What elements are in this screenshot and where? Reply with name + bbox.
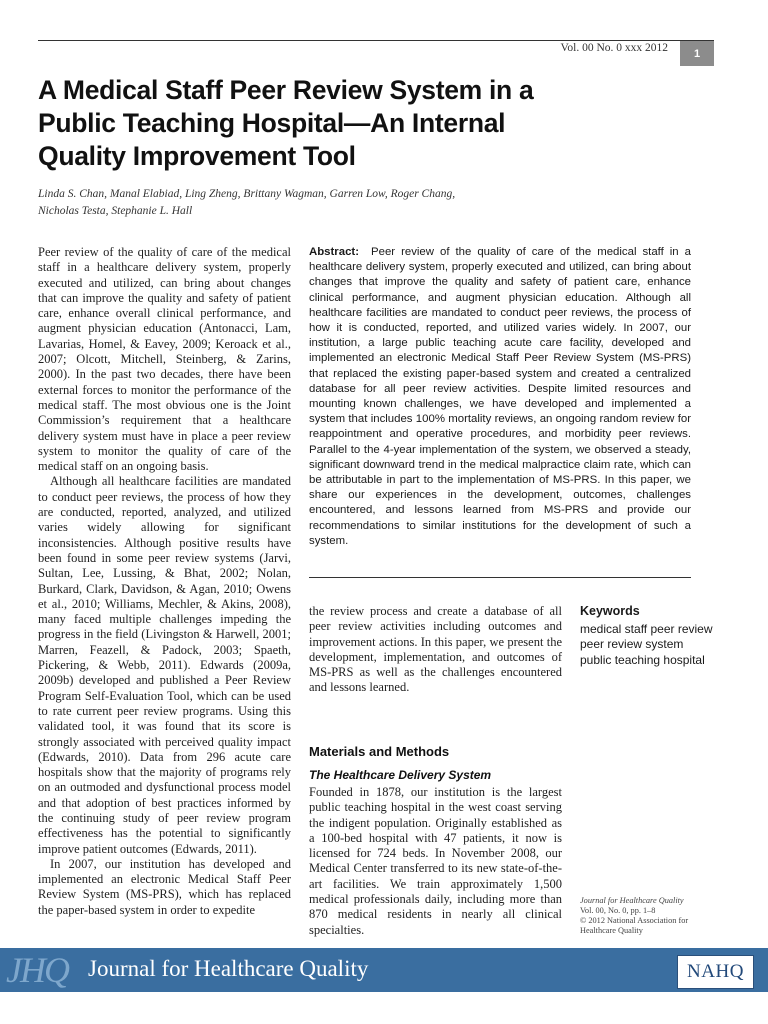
title-line: Quality Improvement Tool [38,141,356,171]
keywords-block [580,604,720,668]
author-line: Nicholas Testa, Stephanie L. Hall [38,205,193,217]
nahq-logo: NAHQ [677,955,754,989]
section-heading: Materials and Methods [309,744,450,759]
journal-volume: Vol. 00, No. 0, pp. 1–8 [580,906,656,915]
top-rule [38,40,714,41]
keyword-item: medical staff peer review [580,621,713,636]
abstract-block [309,245,691,549]
author-list [38,186,638,220]
keywords-heading: Keywords [580,604,640,618]
title-line: A Medical Staff Peer Review System in a [38,75,534,105]
title-line: Public Teaching Hospital—An Internal [38,108,506,138]
copyright-line: © 2012 National Association for [580,916,689,925]
issue-line: Vol. 00 No. 0 xxx 2012 [560,42,668,54]
page-number-badge: 1 [680,41,714,66]
abstract-label: Abstract: [309,246,360,258]
keyword-item: public teaching hospital [580,652,705,667]
subsection-heading: The Healthcare Delivery System [309,768,492,782]
intro-paragraph: In 2007, our institution has developed and implemented an electronic Medical Staff Peer Review System (MS-PRS), which has replaced the paper-based system in order to expedite [38,856,291,917]
intro-continuation-paragraph: the review process and create a database of all peer review activities including outcomes and improvement actions. In this paper, we present the development, implementation, and outcomes of MS-PRS as well as the challenges encountered and lessons learned. [309,604,562,695]
methods-column [309,785,562,938]
intro-paragraph: Although all healthcare facilities are mandated to conduct peer reviews, the process of how they are conducted, reported, analyzed, and utilized varies widely allowing for significant inconsistencies. Although positive results have been found in some peer review systems (Jarvi, Sultan, Lee, Lussing, & Bhat, 2002; Nolan, Burkard, Clark, Davidson, & Agan, 2010; Owens et al., 2010; Williams, Mechler, & Akins, 2008), many faced multiple challenges impeding the progress in the field (Livingston & Harwell, 2001; Marren, Feazell, & Padock, 2003; Spaeth, Pickering, & Webb, 2011). Edwards (2009a, 2009b) developed and published a Peer Review Program Self-Evaluation Tool, which can be used to rate current peer review programs. Using this validated tool, it was found that its score is strongly associated with perceived quality impact (Edwards, 2010). Data from 296 acute care hospitals show that the majority of programs rely on an outmoded and dysfunctional process model and that adoption of best practices informed by the continuing study of peer review program effectiveness has the potential to significantly improve patient outcomes (Edwards, 2011). [38,474,291,856]
journal-name: Journal for Healthcare Quality [580,896,684,905]
copyright-line: Healthcare Quality [580,926,643,935]
abstract-divider [309,577,691,578]
keyword-item: peer review system [580,637,684,651]
methods-paragraph: Founded in 1878, our institution is the largest public teaching hospital in the west coast serving the indigent population. Originally established as a 100-bed hospital with 47 patients, it now is licensed for 724 beds. In November 2008, our Medical Center transferred to its new state-of-the-art facilities. We train approximately 1,500 medical professionals daily, including more than 870 medical residents in nearly all clinical specialties. [309,785,562,937]
footer-journal-title: Journal for Healthcare Quality [88,956,369,981]
author-line: Linda S. Chan, Manal Elabiad, Ling Zheng, Brittany Wagman, Garren Low, Roger Chang, [38,188,456,200]
abstract-text: Peer review of the quality of care of the medical staff in a healthcare delivery system, properly executed and utilized, can bring about changes that improve the quality and safety of patient care, enhance clinical performance, and augment physician education. Although all healthcare facilities are mandated to conduct peer reviews, the process of how it is conducted, reported, and utilized varies widely. In 2007, our institution, a large public teaching acute care facility, developed and implemented an electronic Medical Staff Peer Review System (MS-PRS) that replaced the existing paper-based system and created a centralized database for all peer review activities. Despite limited resources and mounting known challenges, we have developed and implemented a system that includes 100% mortality reviews, an ongoing random review for reappointment and operative procedures, and morbidity peer reviews. Parallel to the 4-year implementation of the system, we observed a steady, significant downward trend in the medical malpractice claim rate, which can be attributable in part to the implementation of MS-PRS. In this paper, we share our experiences in the development, outcomes, challenges encountered, and lessons learned from MS-PRS and provide our recommendations to similar institutions for the development of such a system. [309,246,691,547]
intro-paragraph: Peer review of the quality of care of the medical staff in a healthcare delivery system, properly executed and utilized, can bring about changes that can improve the quality and safety of patient care, enhance overall clinical performance, and augment physician education (Antonacci, Lam, Lavarias, Homel, & Eavey, 2009; Keroack et al., 2007; Olcott, Mitchell, Steinberg, & Zarins, 2000). In the past two decades, there have been external forces to monitor the performance of the medical staff. The most obvious one is the Joint Commission’s requirement that a healthcare delivery system must have in place a peer review system to monitor the quality of care of the medical staff on an ongoing basis. [38,245,291,474]
journal-citation [580,896,730,936]
article-title [38,74,598,173]
intro-column [38,245,291,918]
jhq-logo: JHQ [6,950,68,990]
intro-continuation [309,604,562,696]
